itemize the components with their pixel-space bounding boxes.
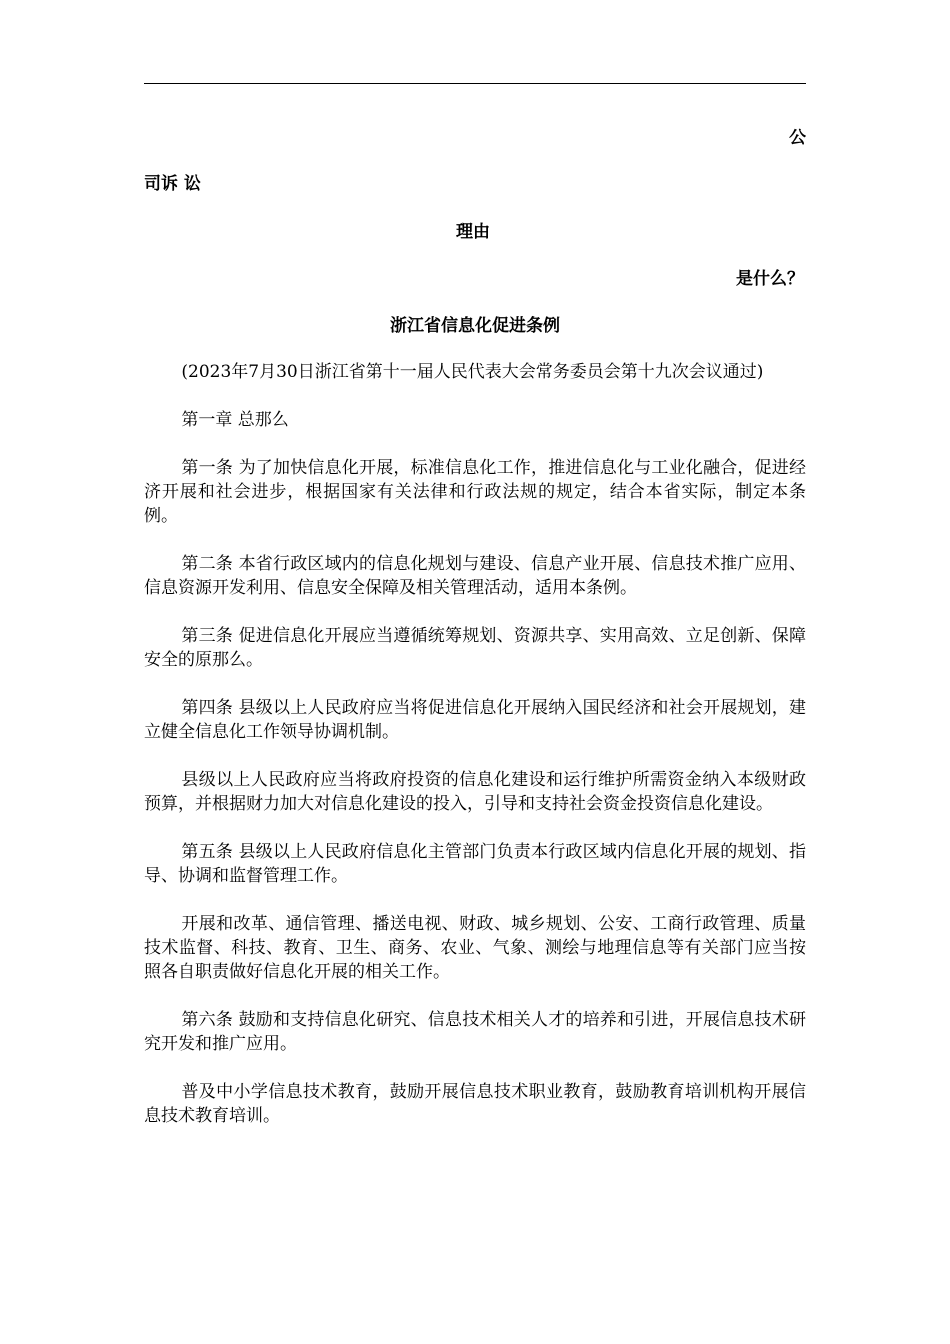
paragraph-adoption-note: (2023年7月30日浙江省第十一届人民代表大会常务委员会第十九次会议通过) (181, 362, 764, 382)
paragraph-article-1: 第一条 为了加快信息化开展，标准信息化工作，推进信息化与工业化融合，促进经济开展和社会进步，根据国家有关法律和行政法规的规定，结合本省实际，制定本条例。 (144, 458, 806, 526)
document-title: 浙江省信息化促进条例 (390, 316, 560, 336)
paragraph-article-5-clause-2: 开展和改革、通信管理、播送电视、财政、城乡规划、公安、工商行政管理、质量技术监督、科技、教育、卫生、商务、农业、气象、测绘与地理信息等有关部门应当按照各自职责做好信息化开展的相关工作。 (144, 914, 806, 982)
document-body (144, 360, 806, 1152)
paragraph-chapter-heading: 第一章 总那么 (181, 410, 289, 430)
paragraph-article-6: 第六条 鼓励和支持信息化研究、信息技术相关人才的培养和引进，开展信息技术研究开发和推广应用。 (144, 1010, 806, 1054)
paragraph-article-3: 第三条 促进信息化开展应当遵循统筹规划、资源共享、实用高效、立足创新、保障安全的原那么。 (144, 626, 806, 670)
paragraph-article-4: 第四条 县级以上人民政府应当将促进信息化开展纳入国民经济和社会开展规划，建立健全信息化工作领导协调机制。 (144, 698, 806, 742)
paragraph-article-2: 第二条 本省行政区域内的信息化规划与建设、信息产业开展、信息技术推广应用、信息资源开发利用、信息安全保障及相关管理活动，适用本条例。 (144, 554, 806, 598)
header-fragment-lawsuit: 司诉 讼 (144, 174, 201, 194)
header-fragment-gong: 公 (789, 128, 806, 148)
header-fragment-what: 是什么？ (736, 269, 804, 289)
paragraph-article-5: 第五条 县级以上人民政府信息化主管部门负责本行政区域内信息化开展的规划、指导、协调和监督管理工作。 (144, 842, 806, 886)
header-rule (144, 83, 806, 84)
header-fragment-reason: 理由 (456, 222, 490, 242)
paragraph-article-4-clause-2: 县级以上人民政府应当将政府投资的信息化建设和运行维护所需资金纳入本级财政预算，并根据财力加大对信息化建设的投入，引导和支持社会资金投资信息化建设。 (144, 770, 806, 814)
paragraph-article-6-clause-2: 普及中小学信息技术教育，鼓励开展信息技术职业教育，鼓励教育培训机构开展信息技术教育培训。 (144, 1082, 806, 1126)
